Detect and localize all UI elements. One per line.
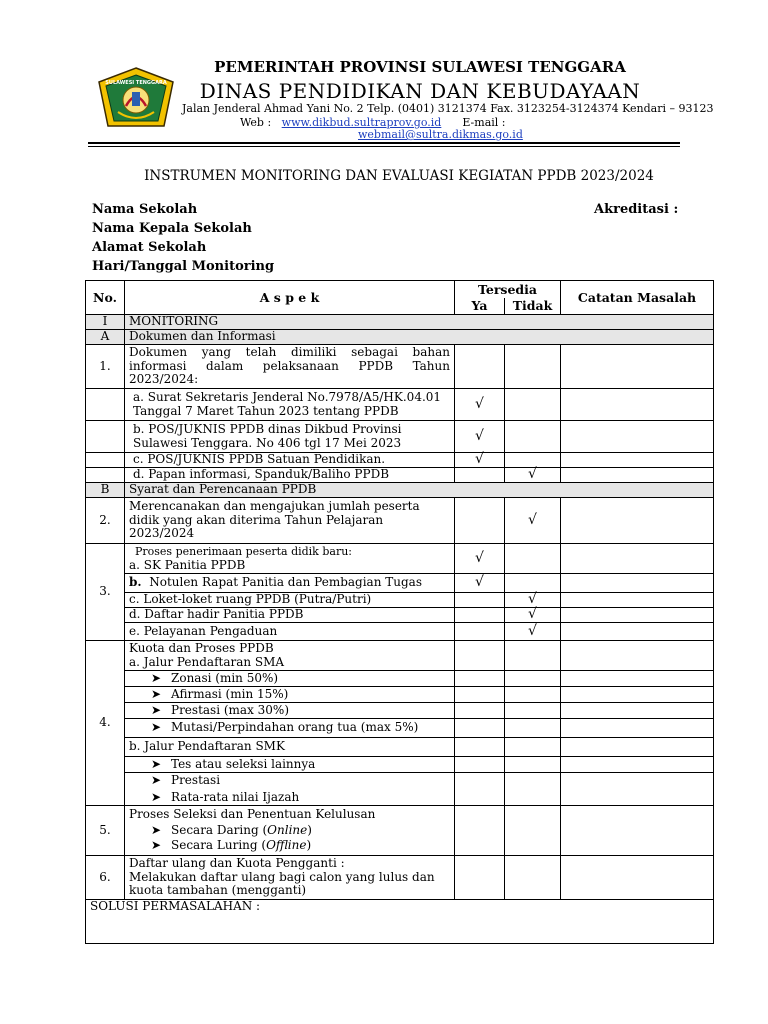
tidak-cell[interactable] [505,687,561,703]
table-row [86,623,714,641]
row-number: 1. [86,345,125,389]
ya-cell[interactable] [455,757,505,773]
aspect-text: b. Jalur Pendaftaran SMK [125,738,455,757]
table-row [86,544,714,574]
aspect-title: Daftar ulang dan Kuota Pengganti : [129,856,345,871]
aspect-intro: Proses penerimaan peserta didik baru: [135,545,352,558]
table-row [86,421,714,453]
aspect-text [125,671,455,687]
ya-cell[interactable] [455,641,505,671]
item-letter: b. [129,575,142,590]
table-row [86,757,714,773]
emblem-logo [96,66,176,132]
tidak-check-mark[interactable]: √ [505,593,561,608]
tidak-cell[interactable] [505,671,561,687]
ya-cell[interactable] [455,608,505,623]
catatan-cell[interactable] [561,623,714,641]
arrow-bullet-icon: ➤ [151,822,162,837]
tidak-cell[interactable] [505,345,561,389]
ya-check-mark[interactable]: √ [455,389,505,421]
email-link[interactable]: webmail@sultra.dikmas.go.id [358,128,523,141]
ya-cell[interactable] [455,623,505,641]
catatan-cell[interactable] [561,806,714,856]
row-number: 4. [86,641,125,806]
ya-cell[interactable] [455,345,505,389]
table-row [86,738,714,757]
paren-close: ) [306,838,312,853]
aspect-item: Prestasi (max 30%) [171,702,290,717]
tidak-check-mark[interactable]: √ [505,623,561,641]
email-label: E-mail : [462,116,506,129]
catatan-cell[interactable] [561,773,714,806]
aspect-text: e. Pelayanan Pengaduan [125,623,455,641]
section-label: Syarat dan Perencanaan PPDB [125,483,714,498]
header-office-name: DINAS PENDIDIKAN DAN KEBUDAYAAN [199,79,641,103]
aspect-text: Dokumen yang telah dimiliki sebagai bahan informasi dalam pelaksanaan PPDB Tahun 2023/2024: [125,345,455,389]
aspect-text [125,641,455,671]
tidak-cell[interactable] [505,703,561,719]
catatan-cell[interactable] [561,544,714,574]
ya-cell[interactable] [455,593,505,608]
arrow-bullet-icon: ➤ [151,789,162,804]
aspect-item: Rata-rata nilai Ijazah [171,789,300,804]
tidak-cell[interactable] [505,544,561,574]
ya-cell[interactable] [455,806,505,856]
tidak-cell[interactable] [505,574,561,593]
aspect-text [125,757,455,773]
monitoring-table [85,280,714,944]
catatan-cell[interactable] [561,738,714,757]
ya-cell[interactable] [455,671,505,687]
section-row-syarat [86,483,714,498]
catatan-cell[interactable] [561,574,714,593]
row-number [86,421,125,453]
table-header-row [86,281,714,298]
table-row [86,345,714,389]
col-header-catatan: Catatan Masalah [561,281,714,315]
tidak-check-mark[interactable]: √ [505,608,561,623]
row-number [86,468,125,483]
ya-cell[interactable] [455,687,505,703]
table-row [86,856,714,900]
aspect-item: a. Jalur Pendaftaran SMA [129,654,285,669]
tidak-check-mark[interactable]: √ [505,468,561,483]
ya-cell[interactable] [455,773,505,806]
aspect-text: d. Daftar hadir Panitia PPDB [125,608,455,623]
arrow-bullet-icon: ➤ [151,773,162,787]
table-row [86,608,714,623]
row-number: 5. [86,806,125,856]
tidak-cell[interactable] [505,719,561,738]
catatan-cell[interactable] [561,856,714,900]
aspect-item: a. SK Panitia PPDB [129,557,246,572]
header-address: Jalan Jenderal Ahmad Yani No. 2 Telp. (0401) 3121374 Fax. 3123254-3124374 Kendari – 93123 [182,102,714,115]
ya-cell[interactable] [455,738,505,757]
header-rule-thin [88,146,680,147]
aspect-item: Melakukan daftar ulang bagi calon yang lulus dan kuota tambahan (mengganti) [129,869,435,898]
aspect-text: Merencanakan dan mengajukan jumlah peserta didik yang akan diterima Tahun Pelajaran 2023/2024 [125,498,455,544]
aspect-text: c. POS/JUKNIS PPDB Satuan Pendidikan. [125,453,455,468]
aspect-text: d. Papan informasi, Spanduk/Baliho PPDB [125,468,455,483]
aspect-title: Proses Seleksi dan Penentuan Kelulusan [129,807,376,822]
aspect-text [125,544,455,574]
field-accreditation: Akreditasi : [594,202,679,217]
tidak-cell[interactable] [505,773,561,806]
web-label: Web : [240,116,272,129]
header-rule-thick [88,142,680,144]
paren-close: ) [307,822,312,837]
aspect-item: Afirmasi (min 15%) [171,686,289,701]
table-row [86,703,714,719]
catatan-cell[interactable] [561,421,714,453]
arrow-bullet-icon: ➤ [151,686,162,701]
aspect-item: Secara Daring ( [171,822,268,837]
arrow-bullet-icon: ➤ [151,670,162,685]
section-label: MONITORING [125,315,714,330]
field-principal-name: Nama Kepala Sekolah [92,221,252,236]
catatan-cell[interactable] [561,608,714,623]
website-link[interactable]: www.dikbud.sultraprov.go.id [281,116,442,129]
tidak-cell[interactable] [505,856,561,900]
tidak-cell[interactable] [505,421,561,453]
solution-field[interactable]: SOLUSI PERMASALAHAN : [86,900,714,944]
aspect-item: Tes atau seleksi lainnya [171,756,316,771]
col-header-aspek: A s p e k [125,281,455,315]
row-number: 2. [86,498,125,544]
ya-cell[interactable] [455,498,505,544]
row-number [86,453,125,468]
table-row [86,468,714,483]
section-letter: A [86,330,125,345]
solution-row [86,900,714,944]
catatan-cell[interactable] [561,345,714,389]
aspect-text [125,806,455,856]
tidak-cell[interactable] [505,757,561,773]
catatan-cell[interactable] [561,671,714,687]
aspect-item: Mutasi/Perpindahan orang tua (max 5%) [171,720,419,735]
aspect-item: Secara Luring ( [171,838,267,853]
field-school-name: Nama Sekolah [92,202,198,217]
aspect-text: b. POS/JUKNIS PPDB dinas Dikbud Provinsi Sulawesi Tenggara. No 406 tgl 17 Mei 2023 [125,421,455,453]
table-row [86,389,714,421]
tidak-cell[interactable] [505,806,561,856]
aspect-item: Notulen Rapat Panitia dan Pembagian Tugas [149,575,422,590]
ya-check-mark[interactable]: √ [455,421,505,453]
ya-cell[interactable] [455,719,505,738]
field-monitoring-date: Hari/Tanggal Monitoring [92,259,275,274]
ya-check-mark[interactable]: √ [455,544,505,574]
aspect-item: Zonasi (min 50%) [171,670,279,685]
table-row [86,593,714,608]
ya-cell[interactable] [455,703,505,719]
arrow-bullet-icon: ➤ [151,720,162,735]
section-number: I [86,315,125,330]
emblem-lettering: SULAWESI TENGGARA [105,80,167,86]
section-label: Dokumen dan Informasi [125,330,714,345]
arrow-bullet-icon: ➤ [151,702,162,717]
section-letter: B [86,483,125,498]
document-title: INSTRUMEN MONITORING DAN EVALUASI KEGIATAN PPDB 2023/2024 [144,168,654,184]
catatan-cell[interactable] [561,703,714,719]
col-header-tersedia: Tersedia [455,281,561,298]
arrow-bullet-icon: ➤ [151,756,162,771]
aspect-text [125,703,455,719]
catatan-cell[interactable] [561,593,714,608]
catatan-cell[interactable] [561,757,714,773]
col-header-tidak: Tidak [505,298,561,315]
row-number: 3. [86,544,125,641]
arrow-bullet-icon: ➤ [151,838,162,853]
catatan-cell[interactable] [561,453,714,468]
col-header-no: No. [86,281,125,315]
mode-online: Online [267,822,308,837]
table-row [86,574,714,593]
table-row [86,687,714,703]
row-number: 6. [86,856,125,900]
aspect-text: a. Surat Sekretaris Jenderal No.7978/A5/HK.04.01 Tanggal 7 Maret Tahun 2023 tentang PPDB [125,389,455,421]
aspect-text [125,574,455,593]
tidak-cell[interactable] [505,389,561,421]
catatan-cell[interactable] [561,719,714,738]
aspect-item: Prestasi [171,773,221,787]
ya-cell[interactable] [455,468,505,483]
table-row [86,806,714,856]
aspect-text [125,773,455,806]
section-row-dokumen [86,330,714,345]
aspect-text [125,719,455,738]
col-header-ya: Ya [455,298,505,315]
table-row [86,641,714,671]
ya-check-mark[interactable]: √ [455,453,505,468]
table-row [86,498,714,544]
aspect-title: Kuota dan Proses PPDB [129,641,274,655]
table-row [86,773,714,806]
aspect-text [125,687,455,703]
row-number [86,389,125,421]
table-row [86,671,714,687]
catatan-cell[interactable] [561,389,714,421]
field-school-address: Alamat Sekolah [92,240,207,255]
ya-cell[interactable] [455,856,505,900]
tidak-cell[interactable] [505,453,561,468]
tidak-cell[interactable] [505,738,561,757]
aspect-text: c. Loket-loket ruang PPDB (Putra/Putri) [125,593,455,608]
mode-offline: Offline [266,838,307,853]
tidak-cell[interactable] [505,641,561,671]
table-row [86,453,714,468]
section-row-monitoring [86,315,714,330]
ya-check-mark[interactable]: √ [455,574,505,593]
aspect-text [125,856,455,900]
header-government-name: PEMERINTAH PROVINSI SULAWESI TENGGARA [214,58,626,76]
catatan-cell[interactable] [561,641,714,671]
catatan-cell[interactable] [561,498,714,544]
catatan-cell[interactable] [561,687,714,703]
tidak-check-mark[interactable]: √ [505,498,561,544]
table-row [86,719,714,738]
catatan-cell[interactable] [561,468,714,483]
